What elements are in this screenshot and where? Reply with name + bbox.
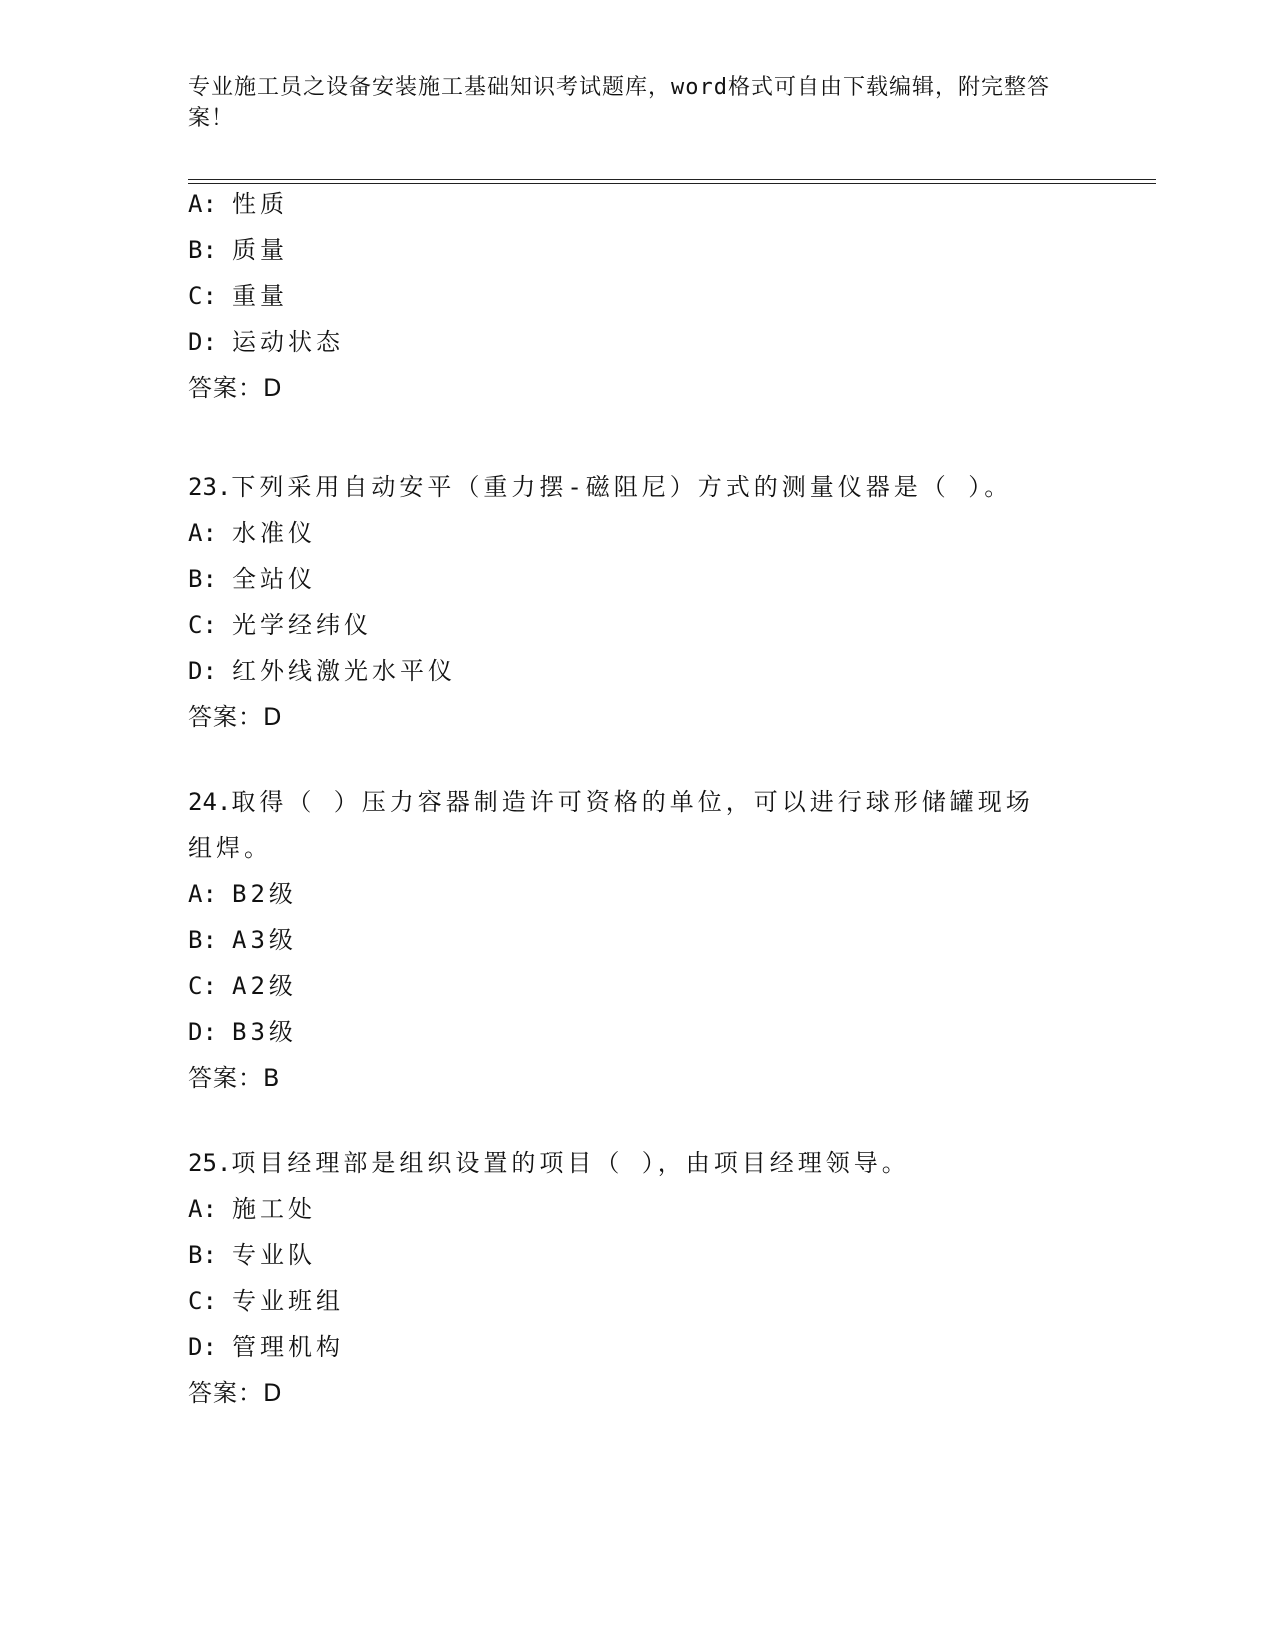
option-text: 专业班组 [232,1287,344,1315]
option-label: B: [188,926,217,954]
option-text: 红外线激光水平仪 [232,657,456,685]
option-label: D: [188,328,217,356]
option-c [188,1278,1068,1324]
option-label: C: [188,611,217,639]
question-stem [188,779,1048,871]
option-label: A: [188,880,217,908]
option-text: 水准仪 [232,519,316,547]
option-label: A: [188,1195,217,1223]
option-a [188,181,1068,227]
option-text: 运动状态 [232,328,344,356]
option-label: A: [188,519,217,547]
option-text: 质量 [232,236,288,264]
option-text: 管理机构 [232,1333,344,1361]
question-25 [188,1140,1068,1416]
option-text: A3级 [232,926,297,954]
option-d [188,1324,1068,1370]
answer-line: 答案：D [188,1379,283,1407]
option-label: D: [188,1333,217,1361]
option-a [188,1186,1068,1232]
question-number: 23. [188,473,232,501]
question-number: 25. [188,1149,232,1177]
answer-line: 答案：B [188,1064,281,1092]
option-d [188,1009,1068,1055]
option-text: 施工处 [232,1195,316,1223]
option-label: B: [188,1241,217,1269]
option-b [188,1232,1068,1278]
option-d [188,319,1068,365]
option-c [188,273,1068,319]
question-stem [188,1140,1068,1186]
option-text: 光学经纬仪 [232,611,372,639]
option-label: C: [188,972,217,1000]
option-a [188,871,1068,917]
question-number: 24. [188,788,232,816]
answer-line: 答案：D [188,374,283,402]
option-text: 性质 [232,190,288,218]
option-text: 专业队 [232,1241,316,1269]
option-c [188,963,1068,1009]
option-text: A2级 [232,972,297,1000]
option-label: C: [188,282,217,310]
question-text: 项目经理部是组织设置的项目（ ），由项目经理领导。 [231,1149,910,1177]
question-23 [188,464,1068,740]
question-text: 下列采用自动安平（重力摆-磁阻尼）方式的测量仪器是（ ）。 [231,473,1013,501]
option-c [188,602,1068,648]
question-text: 取得（ ）压力容器制造许可资格的单位，可以进行球形储罐现场组焊。 [188,788,1034,862]
option-label: C: [188,1287,217,1315]
option-a [188,510,1068,556]
answer-line: 答案：D [188,703,283,731]
document-header: 专业施工员之设备安装施工基础知识考试题库，word格式可自由下载编辑，附完整答案！ [188,75,1050,131]
option-b [188,556,1068,602]
option-b [188,917,1068,963]
option-text: 重量 [232,282,288,310]
question-24 [188,779,1068,1101]
question-stem [188,464,1068,510]
option-d [188,648,1068,694]
option-label: D: [188,1018,217,1046]
option-text: B3级 [232,1018,297,1046]
option-label: D: [188,657,217,685]
header-divider-top [188,179,1156,180]
option-text: 全站仪 [232,565,316,593]
option-label: B: [188,565,217,593]
option-label: A: [188,190,217,218]
option-text: B2级 [232,880,297,908]
option-label: B: [188,236,217,264]
question-22-continued [188,181,1068,411]
option-b [188,227,1068,273]
